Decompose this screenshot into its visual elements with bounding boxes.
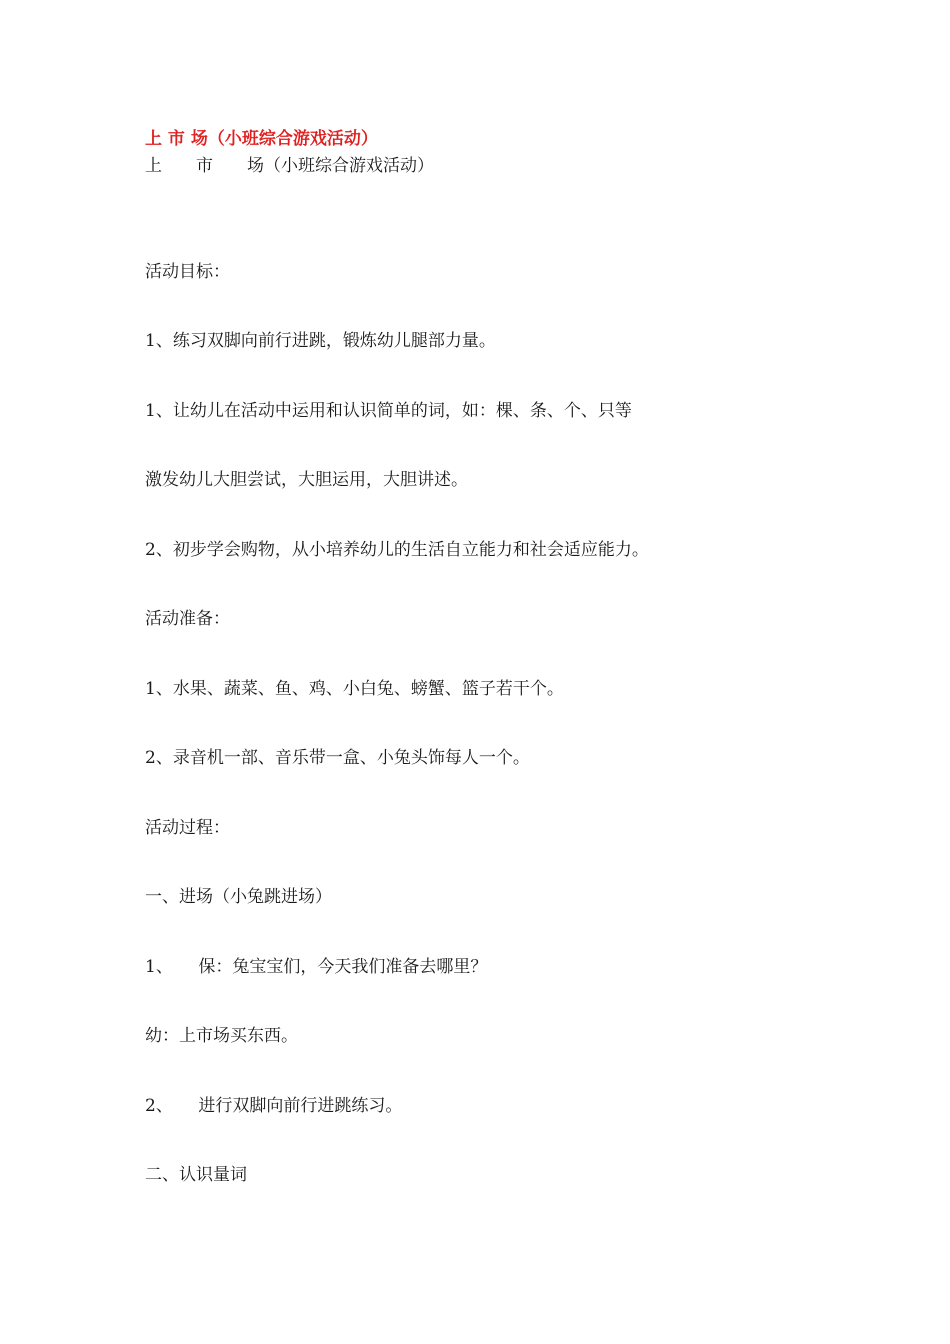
paragraph: 2、初步学会购物，从小培养幼儿的生活自立能力和社会适应能力。 <box>145 540 649 560</box>
paragraph: 1、练习双脚向前行进跳，锻炼幼儿腿部力量。 <box>145 331 496 351</box>
paragraph: 2、 进行双脚向前行进跳练习。 <box>145 1096 403 1116</box>
paragraph: 二、认识量词 <box>145 1165 247 1185</box>
paragraph: 一、进场（小兔跳进场） <box>145 887 332 907</box>
paragraph: 1、让幼儿在活动中运用和认识简单的词，如：棵、条、个、只等 <box>145 401 632 421</box>
paragraph: 激发幼儿大胆尝试，大胆运用，大胆讲述。 <box>145 470 468 490</box>
paragraph: 1、 保：兔宝宝们，今天我们准备去哪里？ <box>145 957 488 977</box>
section-heading-process: 活动过程： <box>145 818 230 838</box>
section-heading-preparation: 活动准备： <box>145 609 230 629</box>
document-subtitle: 上 市 场（小班综合游戏活动） <box>145 156 434 176</box>
paragraph: 幼：上市场买东西。 <box>145 1026 298 1046</box>
paragraph: 2、录音机一部、音乐带一盒、小兔头饰每人一个。 <box>145 748 530 768</box>
document-title: 上 市 场（小班综合游戏活动） <box>145 129 378 149</box>
paragraph: 1、水果、蔬菜、鱼、鸡、小白兔、螃蟹、篮子若干个。 <box>145 679 564 699</box>
section-heading-goals: 活动目标： <box>145 262 230 282</box>
